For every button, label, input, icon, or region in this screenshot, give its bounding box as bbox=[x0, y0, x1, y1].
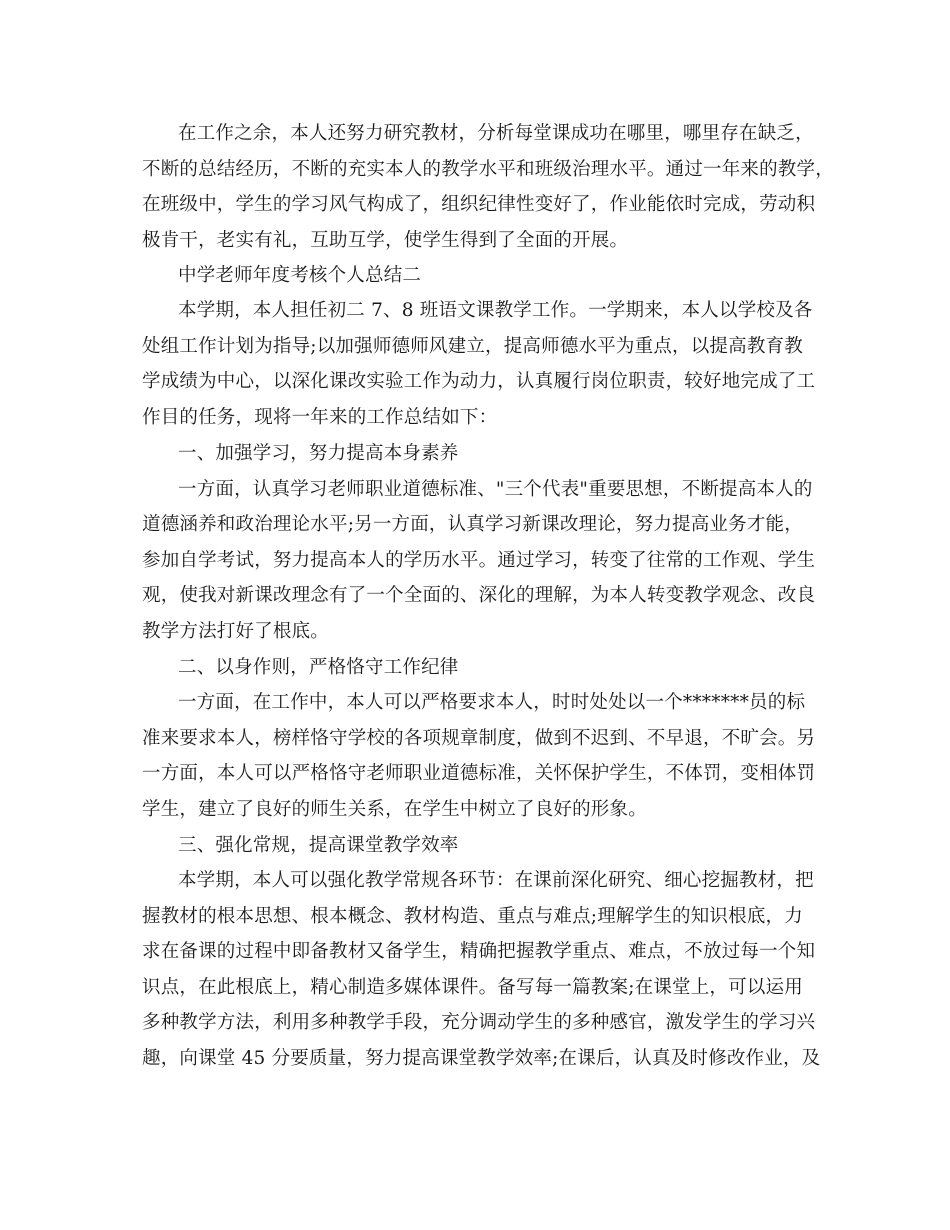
paragraph-line: 道德涵养和政治理论水平;另一方面，认真学习新课改理论，努力提高业务才能， bbox=[142, 514, 803, 535]
paragraph-line: 识点，在此根底上，精心制造多媒体课件。备写每一篇教案;在课堂上，可以运用 bbox=[142, 977, 803, 998]
paragraph-line: 在工作之余，本人还努力研究教材，分析每堂课成功在哪里，哪里存在缺乏， bbox=[178, 123, 814, 144]
paragraph-line: 学生，建立了良好的师生关系，在学生中树立了良好的形象。 bbox=[142, 799, 647, 820]
paragraph-line: 本学期，本人可以强化教学常规各环节：在课前深化研究、细心挖掘教材，把 bbox=[178, 870, 814, 891]
paragraph-line: 不断的总结经历，不断的充实本人的教学水平和班级治理水平。通过一年来的教学， bbox=[142, 159, 834, 180]
paragraph-line: 趣，向课堂 45 分要质量，努力提高课堂教学效率;在课后，认真及时修改作业，及 bbox=[142, 1048, 821, 1069]
paragraph-line: 求在备课的过程中即备教材又备学生，精确把握教学重点、难点，不放过每一个知 bbox=[142, 941, 816, 962]
paragraph-line: 教学方法打好了根底。 bbox=[142, 621, 330, 642]
paragraph-line: 本学期，本人担任初二 7、8 班语文课教学工作。一学期来，本人以学校及各 bbox=[178, 300, 813, 321]
paragraph-line: 一方面，本人可以严格恪守老师职业道德标准，关怀保护学生，不体罚，变相体罚 bbox=[142, 763, 816, 784]
section-heading: 中学老师年度考核个人总结二 bbox=[178, 265, 422, 286]
paragraph-line: 一方面，在工作中，本人可以严格要求本人，时时处处以一个*******员的标 bbox=[178, 692, 806, 713]
paragraph-line: 一方面，认真学习老师职业道德标准、"三个代表"重要思想，不断提高本人的 bbox=[178, 479, 813, 500]
section-heading: 三、强化常规，提高课堂教学效率 bbox=[178, 835, 459, 856]
paragraph-line: 极肯干，老实有礼，互助互学，使学生得到了全面的开展。 bbox=[142, 230, 629, 251]
section-heading: 一、加强学习，努力提高本身素养 bbox=[178, 443, 459, 464]
paragraph-line: 学成绩为中心，以深化课改实验工作为动力，认真履行岗位职责，较好地完成了工 bbox=[142, 371, 816, 392]
section-heading: 二、以身作则，严格恪守工作纪律 bbox=[178, 657, 459, 678]
paragraph-line: 在班级中，学生的学习风气构成了，组织纪律性变好了，作业能依时完成，劳动积 bbox=[142, 194, 816, 215]
paragraph-line: 握教材的根本思想、根本概念、教材构造、重点与难点;理解学生的知识根底，力 bbox=[142, 906, 803, 927]
paragraph-line: 处组工作计划为指导;以加强师德师风建立，提高师德水平为重点，以提高教育教 bbox=[142, 336, 803, 357]
paragraph-line: 准来要求本人，榜样恪守学校的各项规章制度，做到不迟到、不早退，不旷会。另 bbox=[142, 728, 816, 749]
paragraph-line: 作目的任务，现将一年来的工作总结如下： bbox=[142, 407, 498, 428]
paragraph-line: 参加自学考试，努力提高本人的学历水平。通过学习，转变了往常的工作观、学生 bbox=[142, 550, 816, 571]
paragraph-line: 观，使我对新课改理念有了一个全面的、深化的理解，为本人转变教学观念、改良 bbox=[142, 585, 816, 606]
paragraph-line: 多种教学方法，利用多种教学手段，充分调动学生的多种感官，激发学生的学习兴 bbox=[142, 1012, 816, 1033]
